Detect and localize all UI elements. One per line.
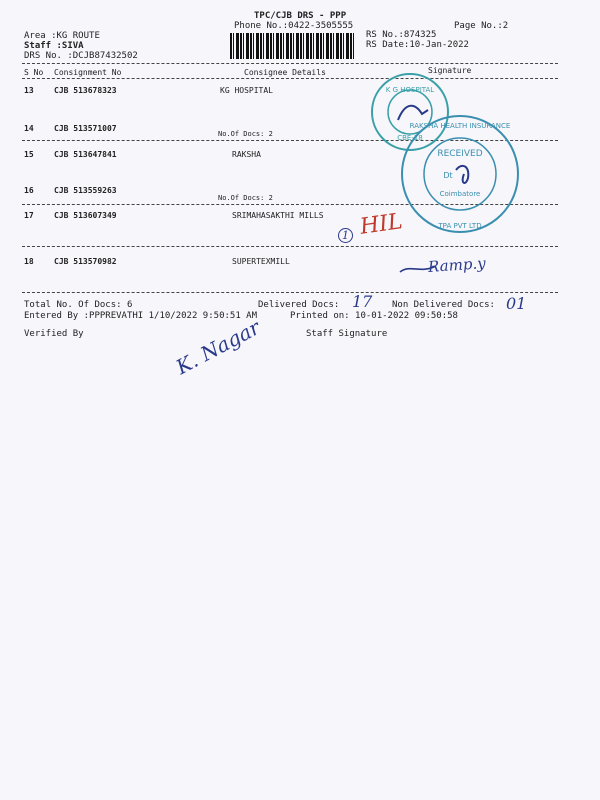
row-consignee: SUPERTEXMILL	[232, 257, 290, 266]
svg-text:CBE-18: CBE-18	[397, 134, 423, 142]
page-number: Page No.:2	[454, 21, 509, 31]
delivered-docs: Delivered Docs:	[258, 300, 340, 310]
col-sno: S No	[24, 68, 44, 77]
col-consignee: Consignee Details	[244, 68, 326, 77]
handwritten-hil: HIL	[358, 209, 405, 240]
verified-by-label: Verified By	[24, 329, 84, 339]
drs-number: DRS No. :DCJB87432502	[24, 51, 138, 61]
row-consignee: KG HOSPITAL	[220, 86, 273, 95]
handwritten-verifier-signature: K. Nagar	[172, 315, 264, 380]
row-sno: 16	[24, 186, 34, 195]
area-label: Area :KG ROUTE	[24, 31, 100, 41]
row-docs: No.Of Docs: 2	[218, 130, 273, 138]
non-delivered-docs: Non Delivered Docs:	[392, 300, 495, 310]
row-sno: 15	[24, 150, 34, 159]
handwritten-circled-one: 1	[338, 228, 353, 243]
row-consignee: RAKSHA	[232, 150, 261, 159]
barcode	[230, 33, 355, 59]
svg-text:Dt: Dt	[443, 171, 453, 180]
printed-on: Printed on: 10-01-2022 09:50:58	[290, 311, 458, 321]
divider	[22, 246, 558, 247]
rs-date: RS Date:10-Jan-2022	[366, 40, 469, 50]
total-docs: Total No. Of Docs: 6	[24, 300, 133, 310]
row-consignment: CJB 513570982	[54, 257, 117, 266]
row-sno: 14	[24, 124, 34, 133]
row-consignment: CJB 513571007	[54, 124, 117, 133]
raksha-received-stamp	[398, 112, 522, 236]
divider	[22, 78, 558, 79]
entered-by: Entered By :PPPREVATHI 1/10/2022 9:50:51 AM	[24, 311, 257, 321]
phone-number: Phone No.:0422-3505555	[234, 21, 354, 31]
row-sno: 18	[24, 257, 34, 266]
document-title: TPC/CJB DRS - PPP	[254, 11, 347, 21]
staff-label: Staff :SIVA	[24, 41, 84, 51]
handwritten-delivered-count: 17	[352, 292, 373, 311]
row-sno: 13	[24, 86, 34, 95]
svg-text:RECEIVED: RECEIVED	[437, 149, 483, 159]
row-docs: No.Of Docs: 2	[218, 194, 273, 202]
row-consignment: CJB 513607349	[54, 211, 117, 220]
col-signature: Signature	[428, 66, 472, 75]
svg-text:K G HOSPITAL: K G HOSPITAL	[385, 86, 435, 94]
rs-number: RS No.:874325	[366, 30, 437, 40]
svg-text:Coimbatore: Coimbatore	[439, 190, 481, 198]
row-consignment: CJB 513559263	[54, 186, 117, 195]
signature-stroke	[398, 262, 438, 276]
divider	[22, 63, 558, 64]
row-consignee: SRIMAHASAKTHI MILLS	[232, 211, 324, 220]
handwritten-ramp-signature: Ramp.y	[427, 254, 487, 276]
row-consignment: CJB 513647841	[54, 150, 117, 159]
handwritten-non-delivered-count: 01	[506, 294, 527, 313]
svg-text:TPA PVT LTD: TPA PVT LTD	[438, 222, 482, 230]
row-sno: 17	[24, 211, 34, 220]
staff-signature-label: Staff Signature	[306, 329, 388, 339]
svg-text:RAKSHA HEALTH INSURANCE: RAKSHA HEALTH INSURANCE	[409, 122, 511, 130]
row-consignment: CJB 513678323	[54, 86, 117, 95]
col-consignment: Consignment No	[54, 68, 122, 77]
divider	[22, 292, 558, 293]
